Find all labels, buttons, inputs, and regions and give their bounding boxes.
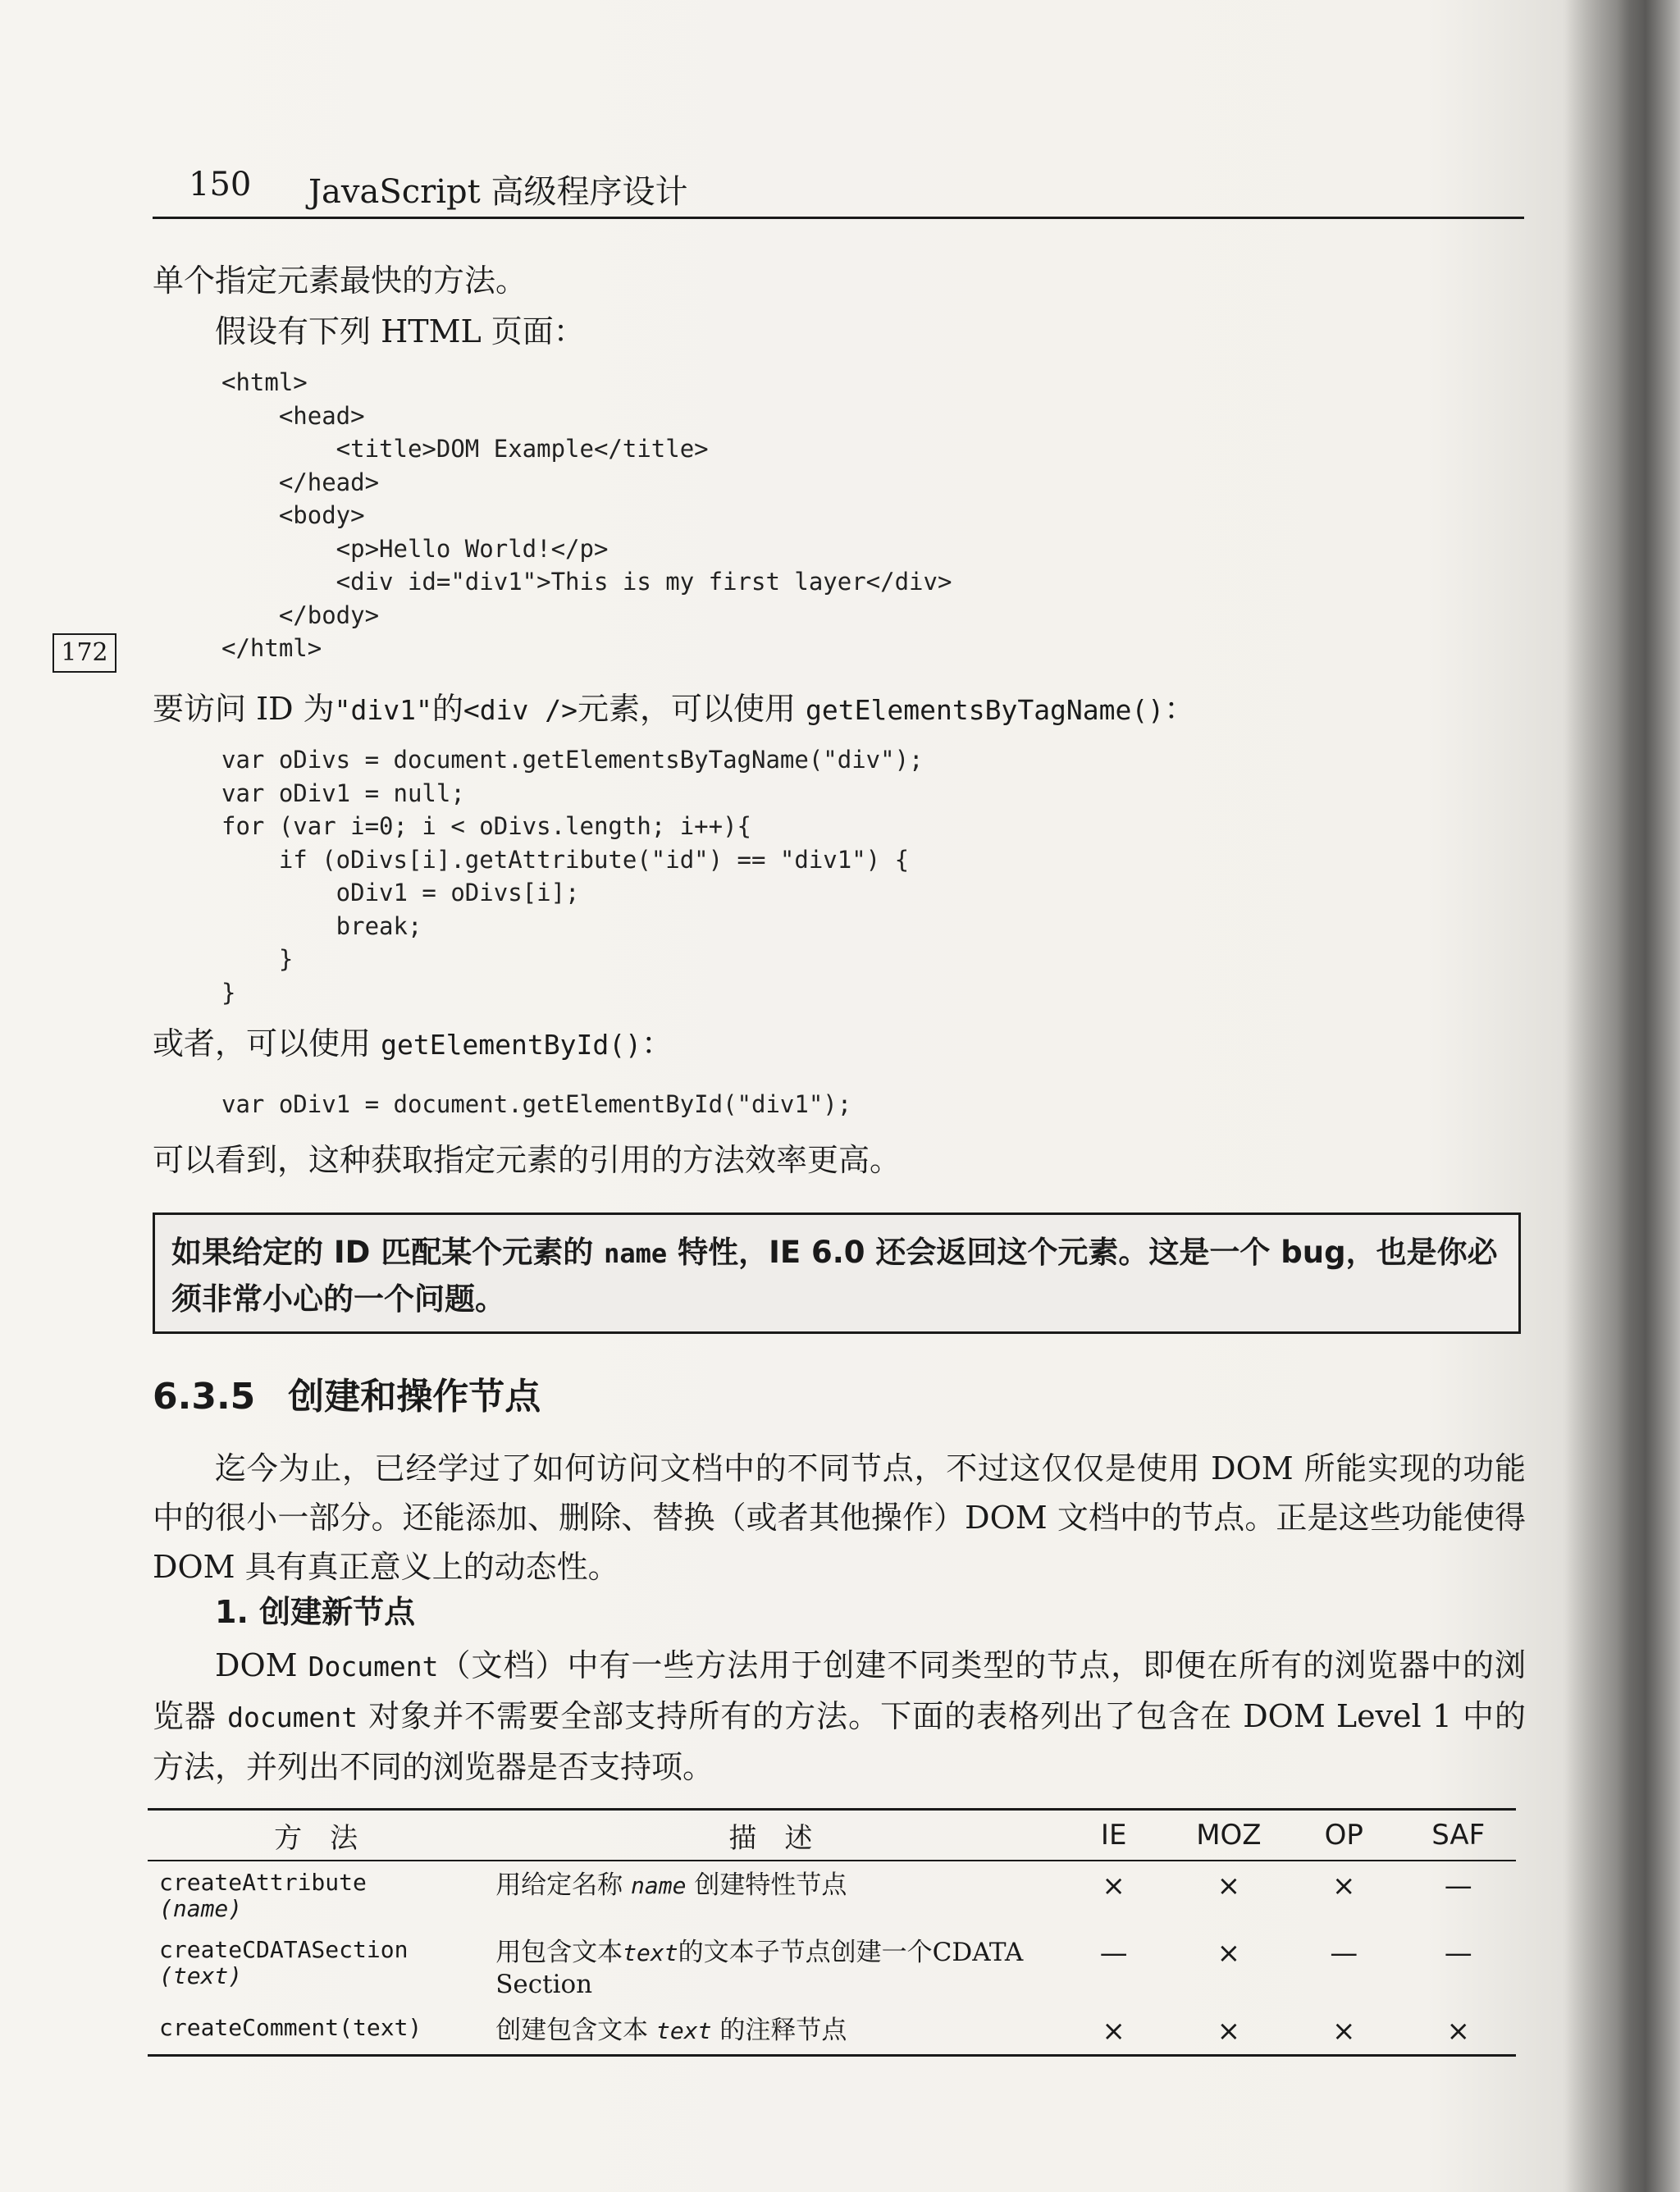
method-argument: (text)	[159, 1962, 243, 1989]
text-run: 元素，可以使用	[577, 691, 806, 727]
margin-page-reference: 172	[52, 633, 116, 673]
method-name: createCDATASection	[159, 1936, 409, 1963]
text-run: 要访问 ID 为	[153, 691, 335, 727]
column-header: 方 法	[148, 1810, 484, 1861]
note-text	[171, 1230, 1500, 1322]
inline-code: document	[227, 1701, 358, 1733]
section-heading	[153, 1367, 541, 1419]
support-moz: ×	[1217, 1937, 1241, 1970]
column-header: MOZ	[1171, 1810, 1287, 1861]
support-ie: ×	[1102, 1870, 1125, 1902]
support-saf: ×	[1446, 2015, 1470, 2048]
support-ie: —	[1099, 1937, 1128, 1970]
method-argument: (name)	[159, 1895, 243, 1922]
page-binding-shadow	[1565, 0, 1680, 2192]
method-cell	[148, 1861, 484, 1929]
method-cell	[148, 1929, 484, 2007]
inline-code: text	[623, 1939, 678, 1966]
table-row	[148, 1861, 1516, 1929]
text-run: DOM	[215, 1647, 308, 1683]
text-run: 或者，可以使用	[153, 1025, 381, 1062]
text-run: 用给定名称	[495, 1870, 632, 1900]
text-run: 对象并不需要全部支持所有的方法。下面的表格列出了包含在 DOM Level 1 中的方法，并列出不同的浏览器是否支持项。	[153, 1698, 1526, 1785]
column-header: OP	[1287, 1810, 1401, 1861]
method-name: createAttribute	[159, 1869, 367, 1896]
method-cell	[148, 2007, 484, 2056]
code-block-html-example: <html> <head> <title>DOM Example</title> </head> <body> <p>Hello World!</p> <div id="div1">This is my first layer</div> </body> </html>	[221, 368, 952, 662]
paragraph: 单个指定元素最快的方法。	[153, 263, 527, 299]
paragraph: 可以看到，这种获取指定元素的引用的方法效率更高。	[153, 1142, 902, 1178]
text-run: 的	[431, 691, 463, 727]
inline-code: name	[604, 1238, 668, 1269]
inline-code: getElementById()	[381, 1029, 641, 1061]
table-header-row	[148, 1810, 1516, 1861]
column-header: 描 述	[484, 1810, 1057, 1861]
inline-code: text	[656, 2017, 712, 2044]
description-cell	[484, 1929, 1057, 2007]
text-run: 创建包含文本	[495, 2016, 657, 2045]
text-run: 如果给定的 ID 匹配某个元素的	[171, 1235, 605, 1270]
table-row	[148, 1929, 1516, 2007]
support-saf: —	[1444, 1937, 1472, 1970]
subsection-heading: 1. 创建新节点	[215, 1594, 416, 1630]
support-op: ×	[1331, 2015, 1356, 2048]
method-name: createComment(text)	[159, 2014, 422, 2041]
description-cell	[484, 2007, 1057, 2056]
subsection-paragraph	[153, 1641, 1526, 1792]
text-run: 的注释节点	[711, 2016, 847, 2045]
methods-table	[148, 1808, 1516, 2057]
page-number: 150	[189, 166, 252, 203]
paragraph	[153, 1019, 673, 1070]
text-run: 创建特性节点	[686, 1870, 847, 1900]
text-run: 用包含文本	[495, 1938, 623, 1967]
text-run: 特性，IE 6.0 还会返回这个元素。这是一个 bug，也是你必须非常小心的一个问题。	[171, 1235, 1498, 1317]
code-block-get-by-id: var oDiv1 = document.getElementById("div1");	[221, 1090, 852, 1118]
description-cell	[484, 1861, 1057, 1929]
column-header: SAF	[1400, 1810, 1516, 1861]
inline-code: Document	[308, 1651, 439, 1683]
support-op: —	[1330, 1937, 1358, 1970]
section-intro-paragraph: 迄今为止，已经学过了如何访问文档中的不同节点，不过这仅仅是使用 DOM 所能实现的功能中的很小一部分。还能添加、删除、替换（或者其他操作）DOM 文档中的节点。正是这些功能使得 DOM 具有真正意义上的动态性。	[153, 1450, 1526, 1585]
book-title: JavaScript 高级程序设计	[308, 173, 688, 211]
support-moz: ×	[1217, 2015, 1241, 2048]
inline-code: <div />	[463, 694, 578, 726]
support-saf: —	[1444, 1870, 1472, 1902]
support-ie: ×	[1102, 2015, 1125, 2048]
support-op: ×	[1331, 1870, 1356, 1902]
page-header	[153, 162, 1524, 219]
text-run: （文档）中有一些方法用于创建不同类型的节点，即便在所有的浏览器中的浏览器	[153, 1647, 1526, 1734]
inline-code: "div1"	[334, 694, 432, 726]
column-header: IE	[1057, 1810, 1171, 1861]
section-number: 6.3.5	[153, 1376, 256, 1418]
inline-code: getElementsByTagName()	[806, 694, 1165, 726]
inline-code: name	[631, 1872, 687, 1899]
paragraph: 假设有下列 HTML 页面：	[215, 313, 585, 349]
text-run: 的文本子节点创建一个CDATA Section	[495, 1938, 1024, 1999]
support-moz: ×	[1217, 1870, 1241, 1902]
table-row	[148, 2007, 1516, 2056]
text-run: ：	[641, 1025, 673, 1062]
text-run: ：	[1164, 691, 1196, 727]
paragraph	[153, 684, 1195, 735]
section-title: 创建和操作节点	[288, 1376, 541, 1418]
note-box	[153, 1212, 1521, 1334]
code-block-get-by-tag-name: var oDivs = document.getElementsByTagName("div"); var oDiv1 = null; for (var i=0; i < oDivs.length; i++){ if (oDivs[i].getAttribute("id") == "div1") { oDiv1 = oDivs[i]; break; } }	[221, 746, 924, 1007]
